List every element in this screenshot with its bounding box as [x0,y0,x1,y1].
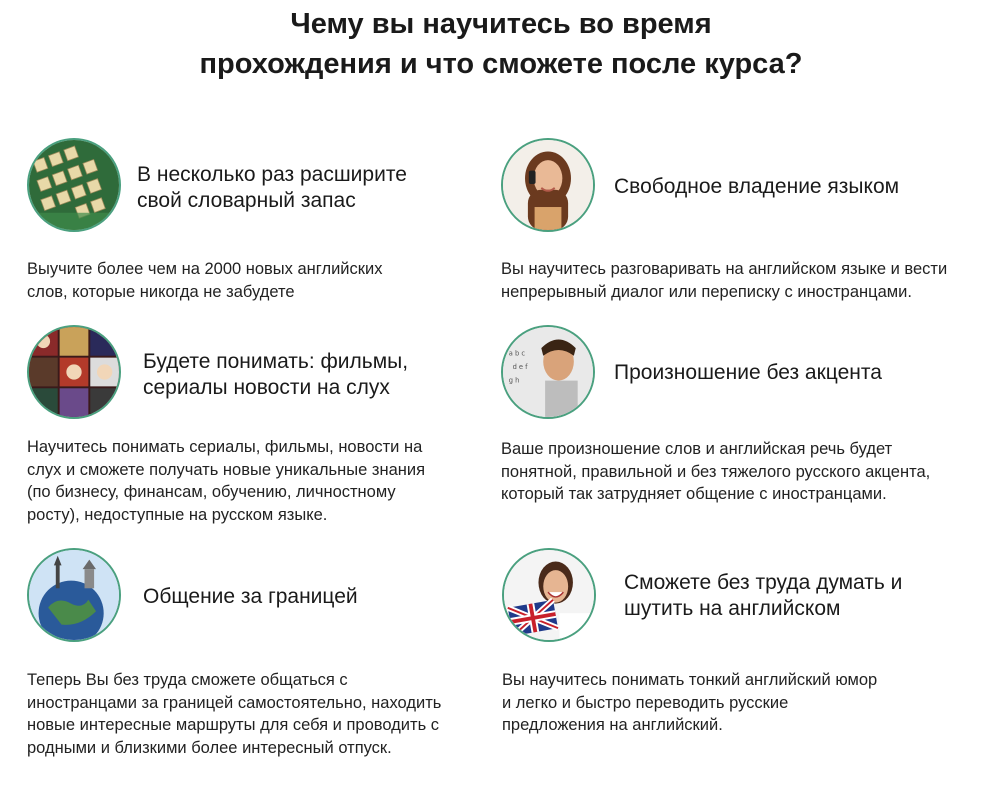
scrabble-tiles-icon [27,138,121,232]
feature-humor-desc-line: Вы научитесь понимать тонкий английский юмор [502,671,878,689]
feature-fluency-desc [501,258,1001,303]
feature-pronunciation-desc-line: который так затрудняет общение с иностранцами. [501,485,887,503]
feature-vocabulary-title-line-2: свой словарный запас [137,189,356,212]
feature-pronunciation-desc [501,438,1001,506]
feature-listening-desc-line: росту), недоступные на русском языке. [27,505,328,524]
feature-listening-title-line-2: сериалы новости на слух [143,376,390,399]
feature-humor-desc-line: предложения на английский. [502,716,723,734]
feature-listening-desc [27,436,487,526]
feature-vocabulary-desc-line: Выучите более чем на 2000 новых английских [27,260,383,278]
feature-abroad-title [143,584,493,610]
feature-humor-desc-line: и легко и быстро переводить русские [502,693,789,712]
feature-pronunciation-desc-line: понятной, правильной и без тяжелого русского акцента, [501,462,931,481]
feature-listening-desc-line: Научитесь понимать сериалы, фильмы, новости на [27,438,423,456]
page-title [0,4,1002,84]
feature-listening-title [143,349,493,401]
feature-listening-title-line-1: Будете понимать: фильмы, [143,350,409,373]
feature-abroad-desc-line: родными и близкими более интересный отпуск. [27,738,392,757]
feature-vocabulary-desc [27,258,487,303]
globe-landmarks-icon [27,548,121,642]
page-title-line-2: прохождения и что сможете после курса? [199,48,803,80]
feature-vocabulary-title-line-1: В несколько раз расширите [137,163,407,186]
svg-text:d e f: d e f [512,363,528,372]
page-title-line-1: Чему вы научитесь во время [290,8,712,40]
feature-humor-title-line-1: Сможете без труда думать и [624,571,903,594]
movie-collage-icon [27,325,121,419]
feature-abroad-desc-line: иностранцами за границей самостоятельно, находить [27,693,442,712]
feature-abroad-desc-line: Теперь Вы без труда сможете общаться с [27,671,348,689]
feature-fluency-title [614,174,994,200]
feature-fluency-desc-line: непрерывный диалог или переписку с иностранцами. [501,282,912,301]
feature-pronunciation-title-line-1: Произношение без акцента [614,361,882,384]
feature-pronunciation-desc-line: Ваше произношение слов и английская речь будет [501,440,893,458]
feature-humor-title-line-2: шутить на английском [624,597,841,620]
svg-text:a b c: a b c [508,349,526,358]
man-speaking-icon [501,325,595,419]
feature-listening-desc-line: слух и сможете получать новые уникальные знания [27,460,426,479]
feature-abroad-desc-line: новые интересные маршруты для себя и проводить с [27,716,440,734]
feature-listening-desc-line: (по бизнесу, финансам, обучению, личностному [27,483,396,501]
feature-pronunciation-title [614,360,994,386]
feature-fluency-desc-line: Вы научитесь разговаривать на английском языке и вести [501,260,948,278]
feature-abroad-desc [27,669,497,759]
feature-abroad-title-line-1: Общение за границей [143,585,358,608]
feature-humor-title [624,570,974,622]
laughing-woman-uk-flag-icon [502,548,596,642]
feature-vocabulary-title [137,162,497,214]
woman-on-phone-icon [501,138,595,232]
svg-text:g h: g h [508,376,520,385]
feature-humor-desc [502,669,972,737]
feature-fluency-title-line-1: Свободное владение языком [614,175,900,198]
feature-vocabulary-desc-line: слов, которые никогда не забудете [27,282,295,301]
